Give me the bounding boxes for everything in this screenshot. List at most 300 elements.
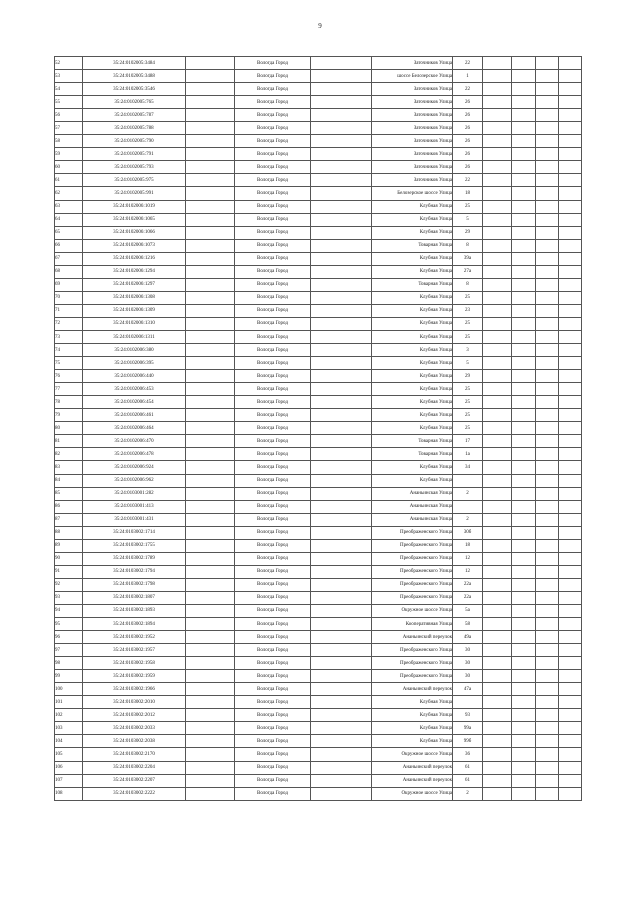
empty-cell: [483, 618, 512, 631]
cadastral-number-cell: 35:24:0103002:1755: [83, 539, 186, 552]
empty-cell: [483, 670, 512, 683]
cadastral-number-cell: 35:24:0102006:464: [83, 422, 186, 435]
cadastral-number-cell: 35:24:0103001:431: [83, 513, 186, 526]
empty-cell: [536, 187, 559, 200]
empty-cell: [186, 578, 235, 591]
empty-cell: [512, 735, 536, 748]
cadastral-number-cell: 35:24:0102006:1294: [83, 265, 186, 278]
empty-cell: [311, 696, 372, 709]
empty-cell: [559, 383, 582, 396]
empty-cell: [559, 722, 582, 735]
table-row: [55, 135, 582, 148]
empty-cell: [512, 213, 536, 226]
row-number-cell: 96: [55, 631, 83, 644]
city-cell: Вологда Город: [235, 565, 311, 578]
empty-cell: [512, 722, 536, 735]
cadastral-number-cell: 35:24:0102006:1073: [83, 239, 186, 252]
city-cell: Вологда Город: [235, 304, 311, 317]
empty-cell: [186, 122, 235, 135]
empty-cell: [536, 565, 559, 578]
empty-cell: [483, 109, 512, 122]
table-row: [55, 448, 582, 461]
cadastral-number-cell: 35:24:0102006:440: [83, 370, 186, 383]
empty-cell: [483, 213, 512, 226]
empty-cell: [186, 330, 235, 343]
table-row: [55, 265, 582, 278]
empty-cell: [559, 748, 582, 761]
empty-cell: [559, 474, 582, 487]
cadastral-number-cell: 35:24:0103002:2204: [83, 761, 186, 774]
empty-cell: [483, 487, 512, 500]
empty-cell: [311, 239, 372, 252]
empty-cell: [483, 448, 512, 461]
row-number-cell: 52: [55, 57, 83, 70]
empty-cell: [512, 761, 536, 774]
house-number-cell: 39а: [453, 252, 483, 265]
empty-cell: [536, 683, 559, 696]
table-row: [55, 226, 582, 239]
house-number-cell: 25: [453, 422, 483, 435]
house-number-cell: 26: [453, 109, 483, 122]
empty-cell: [559, 265, 582, 278]
empty-cell: [311, 513, 372, 526]
empty-cell: [559, 761, 582, 774]
empty-cell: [559, 578, 582, 591]
table-row: [55, 552, 582, 565]
empty-cell: [512, 604, 536, 617]
empty-cell: [483, 539, 512, 552]
empty-cell: [186, 357, 235, 370]
registry-body: [55, 57, 582, 801]
empty-cell: [483, 565, 512, 578]
house-number-cell: 30: [453, 670, 483, 683]
city-cell: Вологда Город: [235, 317, 311, 330]
empty-cell: [186, 657, 235, 670]
empty-cell: [512, 122, 536, 135]
cadastral-number-cell: 35:24:0103002:2010: [83, 696, 186, 709]
house-number-cell: 25: [453, 396, 483, 409]
empty-cell: [186, 239, 235, 252]
street-cell: Белозерское шоссе Улица: [372, 187, 453, 200]
row-number-cell: 72: [55, 317, 83, 330]
empty-cell: [512, 500, 536, 513]
empty-cell: [311, 291, 372, 304]
empty-cell: [559, 122, 582, 135]
table-row: [55, 344, 582, 357]
table-row: [55, 70, 582, 83]
empty-cell: [512, 409, 536, 422]
row-number-cell: 83: [55, 461, 83, 474]
empty-cell: [512, 265, 536, 278]
cadastral-number-cell: 35:24:0102006:1019: [83, 200, 186, 213]
street-cell: Ананьинский переулок: [372, 683, 453, 696]
empty-cell: [311, 317, 372, 330]
empty-cell: [512, 513, 536, 526]
empty-cell: [483, 252, 512, 265]
street-cell: Товарная Улица: [372, 278, 453, 291]
empty-cell: [483, 591, 512, 604]
empty-cell: [512, 631, 536, 644]
empty-cell: [559, 774, 582, 787]
house-number-cell: 12: [453, 565, 483, 578]
city-cell: Вологда Город: [235, 761, 311, 774]
house-number-cell: 26: [453, 122, 483, 135]
street-cell: Заточников Улица: [372, 135, 453, 148]
table-row: [55, 748, 582, 761]
house-number-cell: 22: [453, 83, 483, 96]
empty-cell: [536, 304, 559, 317]
street-cell: Клубная Улица: [372, 409, 453, 422]
empty-cell: [512, 474, 536, 487]
empty-cell: [536, 422, 559, 435]
city-cell: Вологда Город: [235, 422, 311, 435]
empty-cell: [559, 83, 582, 96]
cadastral-number-cell: 35:24:0102005:788: [83, 122, 186, 135]
cadastral-number-cell: 35:24:0102006:1310: [83, 317, 186, 330]
street-cell: Клубная Улица: [372, 213, 453, 226]
city-cell: Вологда Город: [235, 344, 311, 357]
row-number-cell: 86: [55, 500, 83, 513]
table-row: [55, 148, 582, 161]
row-number-cell: 63: [55, 200, 83, 213]
empty-cell: [186, 57, 235, 70]
street-cell: Клубная Улица: [372, 383, 453, 396]
table-row: [55, 370, 582, 383]
empty-cell: [311, 774, 372, 787]
empty-cell: [311, 122, 372, 135]
empty-cell: [311, 174, 372, 187]
table-row: [55, 383, 582, 396]
house-number-cell: 47а: [453, 683, 483, 696]
empty-cell: [311, 161, 372, 174]
empty-cell: [483, 722, 512, 735]
empty-cell: [483, 161, 512, 174]
cadastral-number-cell: 35:24:0102006:1297: [83, 278, 186, 291]
empty-cell: [311, 109, 372, 122]
empty-cell: [483, 474, 512, 487]
street-cell: Клубная Улица: [372, 735, 453, 748]
city-cell: Вологда Город: [235, 487, 311, 500]
city-cell: Вологда Город: [235, 135, 311, 148]
empty-cell: [186, 526, 235, 539]
empty-cell: [186, 226, 235, 239]
empty-cell: [536, 330, 559, 343]
empty-cell: [186, 435, 235, 448]
empty-cell: [186, 174, 235, 187]
row-number-cell: 93: [55, 591, 83, 604]
house-number-cell: 36: [453, 748, 483, 761]
empty-cell: [483, 748, 512, 761]
empty-cell: [311, 591, 372, 604]
table-row: [55, 513, 582, 526]
empty-cell: [512, 526, 536, 539]
table-row: [55, 565, 582, 578]
city-cell: Вологда Город: [235, 618, 311, 631]
cadastral-number-cell: 35:24:0102006:1066: [83, 226, 186, 239]
empty-cell: [559, 644, 582, 657]
empty-cell: [512, 448, 536, 461]
street-cell: Преображенского Улица: [372, 670, 453, 683]
empty-cell: [483, 761, 512, 774]
empty-cell: [311, 70, 372, 83]
house-number-cell: 26: [453, 96, 483, 109]
empty-cell: [559, 70, 582, 83]
row-number-cell: 107: [55, 774, 83, 787]
row-number-cell: 60: [55, 161, 83, 174]
empty-cell: [512, 291, 536, 304]
empty-cell: [512, 552, 536, 565]
row-number-cell: 85: [55, 487, 83, 500]
empty-cell: [512, 565, 536, 578]
cadastral-number-cell: 35:24:0103002:2207: [83, 774, 186, 787]
street-cell: Клубная Улица: [372, 461, 453, 474]
table-row: [55, 578, 582, 591]
empty-cell: [186, 70, 235, 83]
empty-cell: [536, 213, 559, 226]
empty-cell: [512, 70, 536, 83]
house-number-cell: 29: [453, 370, 483, 383]
street-cell: Клубная Улица: [372, 291, 453, 304]
empty-cell: [536, 122, 559, 135]
empty-cell: [512, 787, 536, 800]
empty-cell: [186, 278, 235, 291]
empty-cell: [512, 461, 536, 474]
cadastral-number-cell: 35:24:0102006:1216: [83, 252, 186, 265]
house-number-cell: 29: [453, 226, 483, 239]
row-number-cell: 90: [55, 552, 83, 565]
table-row: [55, 330, 582, 343]
house-number-cell: 1а: [453, 448, 483, 461]
street-cell: Заточников Улица: [372, 174, 453, 187]
street-cell: Клубная Улица: [372, 357, 453, 370]
empty-cell: [536, 357, 559, 370]
table-row: [55, 96, 582, 109]
empty-cell: [483, 122, 512, 135]
street-cell: Товарная Улица: [372, 448, 453, 461]
empty-cell: [536, 57, 559, 70]
empty-cell: [512, 96, 536, 109]
empty-cell: [512, 83, 536, 96]
empty-cell: [311, 657, 372, 670]
empty-cell: [186, 709, 235, 722]
cadastral-number-cell: 35:24:0102006:380: [83, 344, 186, 357]
table-row: [55, 409, 582, 422]
empty-cell: [311, 526, 372, 539]
empty-cell: [311, 344, 372, 357]
row-number-cell: 99: [55, 670, 83, 683]
table-row: [55, 357, 582, 370]
empty-cell: [311, 448, 372, 461]
empty-cell: [512, 383, 536, 396]
street-cell: Клубная Улица: [372, 265, 453, 278]
empty-cell: [559, 396, 582, 409]
empty-cell: [186, 461, 235, 474]
cadastral-number-cell: 35:24:0103002:1807: [83, 591, 186, 604]
empty-cell: [559, 96, 582, 109]
empty-cell: [512, 239, 536, 252]
empty-cell: [536, 670, 559, 683]
street-cell: Заточников Улица: [372, 109, 453, 122]
empty-cell: [512, 591, 536, 604]
empty-cell: [311, 135, 372, 148]
empty-cell: [186, 148, 235, 161]
empty-cell: [483, 552, 512, 565]
row-number-cell: 61: [55, 174, 83, 187]
empty-cell: [483, 657, 512, 670]
street-cell: Ананьинский переулок: [372, 761, 453, 774]
row-number-cell: 101: [55, 696, 83, 709]
empty-cell: [311, 252, 372, 265]
city-cell: Вологда Город: [235, 396, 311, 409]
house-number-cell: [453, 474, 483, 487]
city-cell: Вологда Город: [235, 461, 311, 474]
empty-cell: [559, 435, 582, 448]
empty-cell: [311, 304, 372, 317]
empty-cell: [311, 618, 372, 631]
cadastral-number-cell: 35:24:0102005:787: [83, 109, 186, 122]
street-cell: Преображенского Улица: [372, 578, 453, 591]
city-cell: Вологда Город: [235, 291, 311, 304]
empty-cell: [311, 265, 372, 278]
table-row: [55, 291, 582, 304]
city-cell: Вологда Город: [235, 591, 311, 604]
row-number-cell: 79: [55, 409, 83, 422]
empty-cell: [512, 396, 536, 409]
house-number-cell: 12: [453, 552, 483, 565]
empty-cell: [186, 644, 235, 657]
row-number-cell: 81: [55, 435, 83, 448]
row-number-cell: 77: [55, 383, 83, 396]
empty-cell: [311, 357, 372, 370]
empty-cell: [483, 513, 512, 526]
empty-cell: [536, 539, 559, 552]
empty-cell: [536, 735, 559, 748]
street-cell: Клубная Улица: [372, 422, 453, 435]
empty-cell: [311, 722, 372, 735]
street-cell: Клубная Улица: [372, 304, 453, 317]
empty-cell: [311, 670, 372, 683]
table-row: [55, 187, 582, 200]
house-number-cell: [453, 500, 483, 513]
city-cell: Вологда Город: [235, 683, 311, 696]
cadastral-number-cell: 35:24:0102005:793: [83, 161, 186, 174]
empty-cell: [483, 344, 512, 357]
empty-cell: [311, 578, 372, 591]
empty-cell: [512, 657, 536, 670]
row-number-cell: 53: [55, 70, 83, 83]
empty-cell: [483, 787, 512, 800]
empty-cell: [186, 291, 235, 304]
city-cell: Вологда Город: [235, 696, 311, 709]
row-number-cell: 97: [55, 644, 83, 657]
empty-cell: [186, 565, 235, 578]
empty-cell: [559, 57, 582, 70]
empty-cell: [311, 487, 372, 500]
cadastral-number-cell: 35:24:0102006:395: [83, 357, 186, 370]
table-row: [55, 461, 582, 474]
city-cell: Вологда Город: [235, 109, 311, 122]
empty-cell: [512, 618, 536, 631]
table-row: [55, 252, 582, 265]
house-number-cell: 25: [453, 317, 483, 330]
cadastral-number-cell: 35:24:0103002:1714: [83, 526, 186, 539]
cadastral-number-cell: 35:24:0102006:1309: [83, 304, 186, 317]
table-row: [55, 435, 582, 448]
cadastral-number-cell: 35:24:0103001:413: [83, 500, 186, 513]
row-number-cell: 78: [55, 396, 83, 409]
street-cell: Клубная Улица: [372, 696, 453, 709]
empty-cell: [512, 148, 536, 161]
empty-cell: [311, 748, 372, 761]
street-cell: шоссе Белозерское Улица: [372, 70, 453, 83]
row-number-cell: 69: [55, 278, 83, 291]
house-number-cell: 2: [453, 487, 483, 500]
row-number-cell: 64: [55, 213, 83, 226]
empty-cell: [536, 252, 559, 265]
empty-cell: [559, 487, 582, 500]
table-row: [55, 604, 582, 617]
street-cell: Клубная Улица: [372, 317, 453, 330]
empty-cell: [311, 57, 372, 70]
empty-cell: [559, 565, 582, 578]
empty-cell: [512, 709, 536, 722]
city-cell: Вологда Город: [235, 787, 311, 800]
empty-cell: [559, 448, 582, 461]
empty-cell: [186, 487, 235, 500]
row-number-cell: 104: [55, 735, 83, 748]
empty-cell: [536, 787, 559, 800]
empty-cell: [512, 278, 536, 291]
cadastral-number-cell: 35:24:0103002:1952: [83, 631, 186, 644]
empty-cell: [536, 370, 559, 383]
house-number-cell: 1: [453, 70, 483, 83]
house-number-cell: 25: [453, 383, 483, 396]
empty-cell: [311, 370, 372, 383]
row-number-cell: 71: [55, 304, 83, 317]
empty-cell: [536, 200, 559, 213]
cadastral-number-cell: 35:24:0103002:2170: [83, 748, 186, 761]
row-number-cell: 55: [55, 96, 83, 109]
empty-cell: [311, 500, 372, 513]
street-cell: Ананьинский переулок: [372, 631, 453, 644]
street-cell: Клубная Улица: [372, 709, 453, 722]
city-cell: Вологда Город: [235, 604, 311, 617]
empty-cell: [186, 161, 235, 174]
empty-cell: [186, 591, 235, 604]
empty-cell: [186, 552, 235, 565]
empty-cell: [186, 748, 235, 761]
empty-cell: [311, 461, 372, 474]
empty-cell: [483, 735, 512, 748]
row-number-cell: 59: [55, 148, 83, 161]
street-cell: Заточников Улица: [372, 161, 453, 174]
cadastral-number-cell: 35:24:0102006:924: [83, 461, 186, 474]
row-number-cell: 87: [55, 513, 83, 526]
cadastral-number-cell: 35:24:0102006:454: [83, 396, 186, 409]
empty-cell: [512, 774, 536, 787]
row-number-cell: 73: [55, 330, 83, 343]
street-cell: Преображенского Улица: [372, 657, 453, 670]
empty-cell: [559, 304, 582, 317]
empty-cell: [536, 435, 559, 448]
city-cell: Вологда Город: [235, 148, 311, 161]
empty-cell: [186, 304, 235, 317]
street-cell: Окружное шоссе Улица: [372, 604, 453, 617]
empty-cell: [483, 304, 512, 317]
empty-cell: [536, 317, 559, 330]
house-number-cell: 22а: [453, 578, 483, 591]
page-number: 9: [318, 22, 322, 30]
